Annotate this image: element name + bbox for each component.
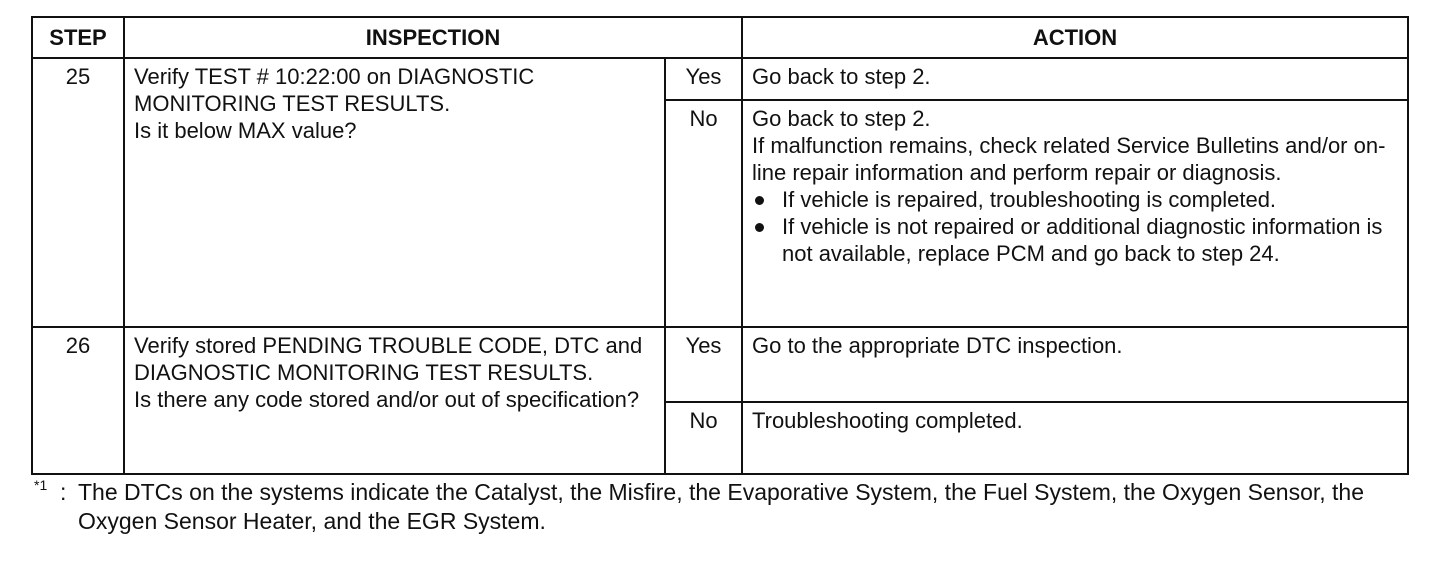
yes-action: Go back to step 2.	[742, 58, 1408, 100]
yes-action: Go to the appropriate DTC inspection.	[742, 327, 1408, 402]
inspection-text: Verify TEST # 10:22:00 on DIAGNOSTIC MONITORING TEST RESULTS.	[134, 64, 535, 116]
bullet-text: If vehicle is repaired, troubleshooting is completed.	[782, 187, 1277, 212]
footnote-mark: *1	[34, 477, 48, 493]
bullet-icon	[755, 196, 764, 205]
bullet-text: If vehicle is not repaired or additional diagnostic information is not available, replace PCM and go back to step 24.	[782, 214, 1383, 266]
action-line: If malfunction remains, check related Service Bulletins and/or on-line repair information and perform repair or diagnosis.	[752, 133, 1386, 185]
footnote-separator: :	[60, 479, 67, 505]
header-action: ACTION	[742, 17, 1408, 58]
inspection-text: Verify stored PENDING TROUBLE CODE, DTC and DIAGNOSTIC MONITORING TEST RESULTS.	[134, 333, 643, 385]
diagnostic-table	[31, 16, 1409, 475]
bullet-icon	[755, 223, 764, 232]
no-label: No	[665, 402, 742, 474]
inspection-question: Is it below MAX value?	[134, 118, 357, 143]
no-action	[742, 100, 1408, 327]
list-item	[752, 186, 1398, 213]
step-number: 26	[32, 327, 124, 474]
no-label: No	[665, 100, 742, 327]
inspection-cell	[124, 58, 665, 327]
action-bullet-list	[752, 186, 1398, 267]
inspection-cell	[124, 327, 665, 474]
step-number: 25	[32, 58, 124, 327]
header-step: STEP	[32, 17, 124, 58]
header-inspection: INSPECTION	[124, 17, 742, 58]
footnote	[34, 478, 1414, 536]
table-row	[32, 58, 1408, 100]
header-row	[32, 17, 1408, 58]
inspection-question: Is there any code stored and/or out of specification?	[134, 387, 640, 412]
yes-label: Yes	[665, 58, 742, 100]
action-line: Go back to step 2.	[752, 106, 931, 131]
footnote-text: The DTCs on the systems indicate the Catalyst, the Misfire, the Evaporative System, the Fuel System, the Oxygen Sensor, the Oxygen Sensor Heater, and the EGR System.	[78, 479, 1365, 534]
list-item	[752, 213, 1398, 267]
yes-label: Yes	[665, 327, 742, 402]
no-action: Troubleshooting completed.	[742, 402, 1408, 474]
table-row	[32, 327, 1408, 402]
